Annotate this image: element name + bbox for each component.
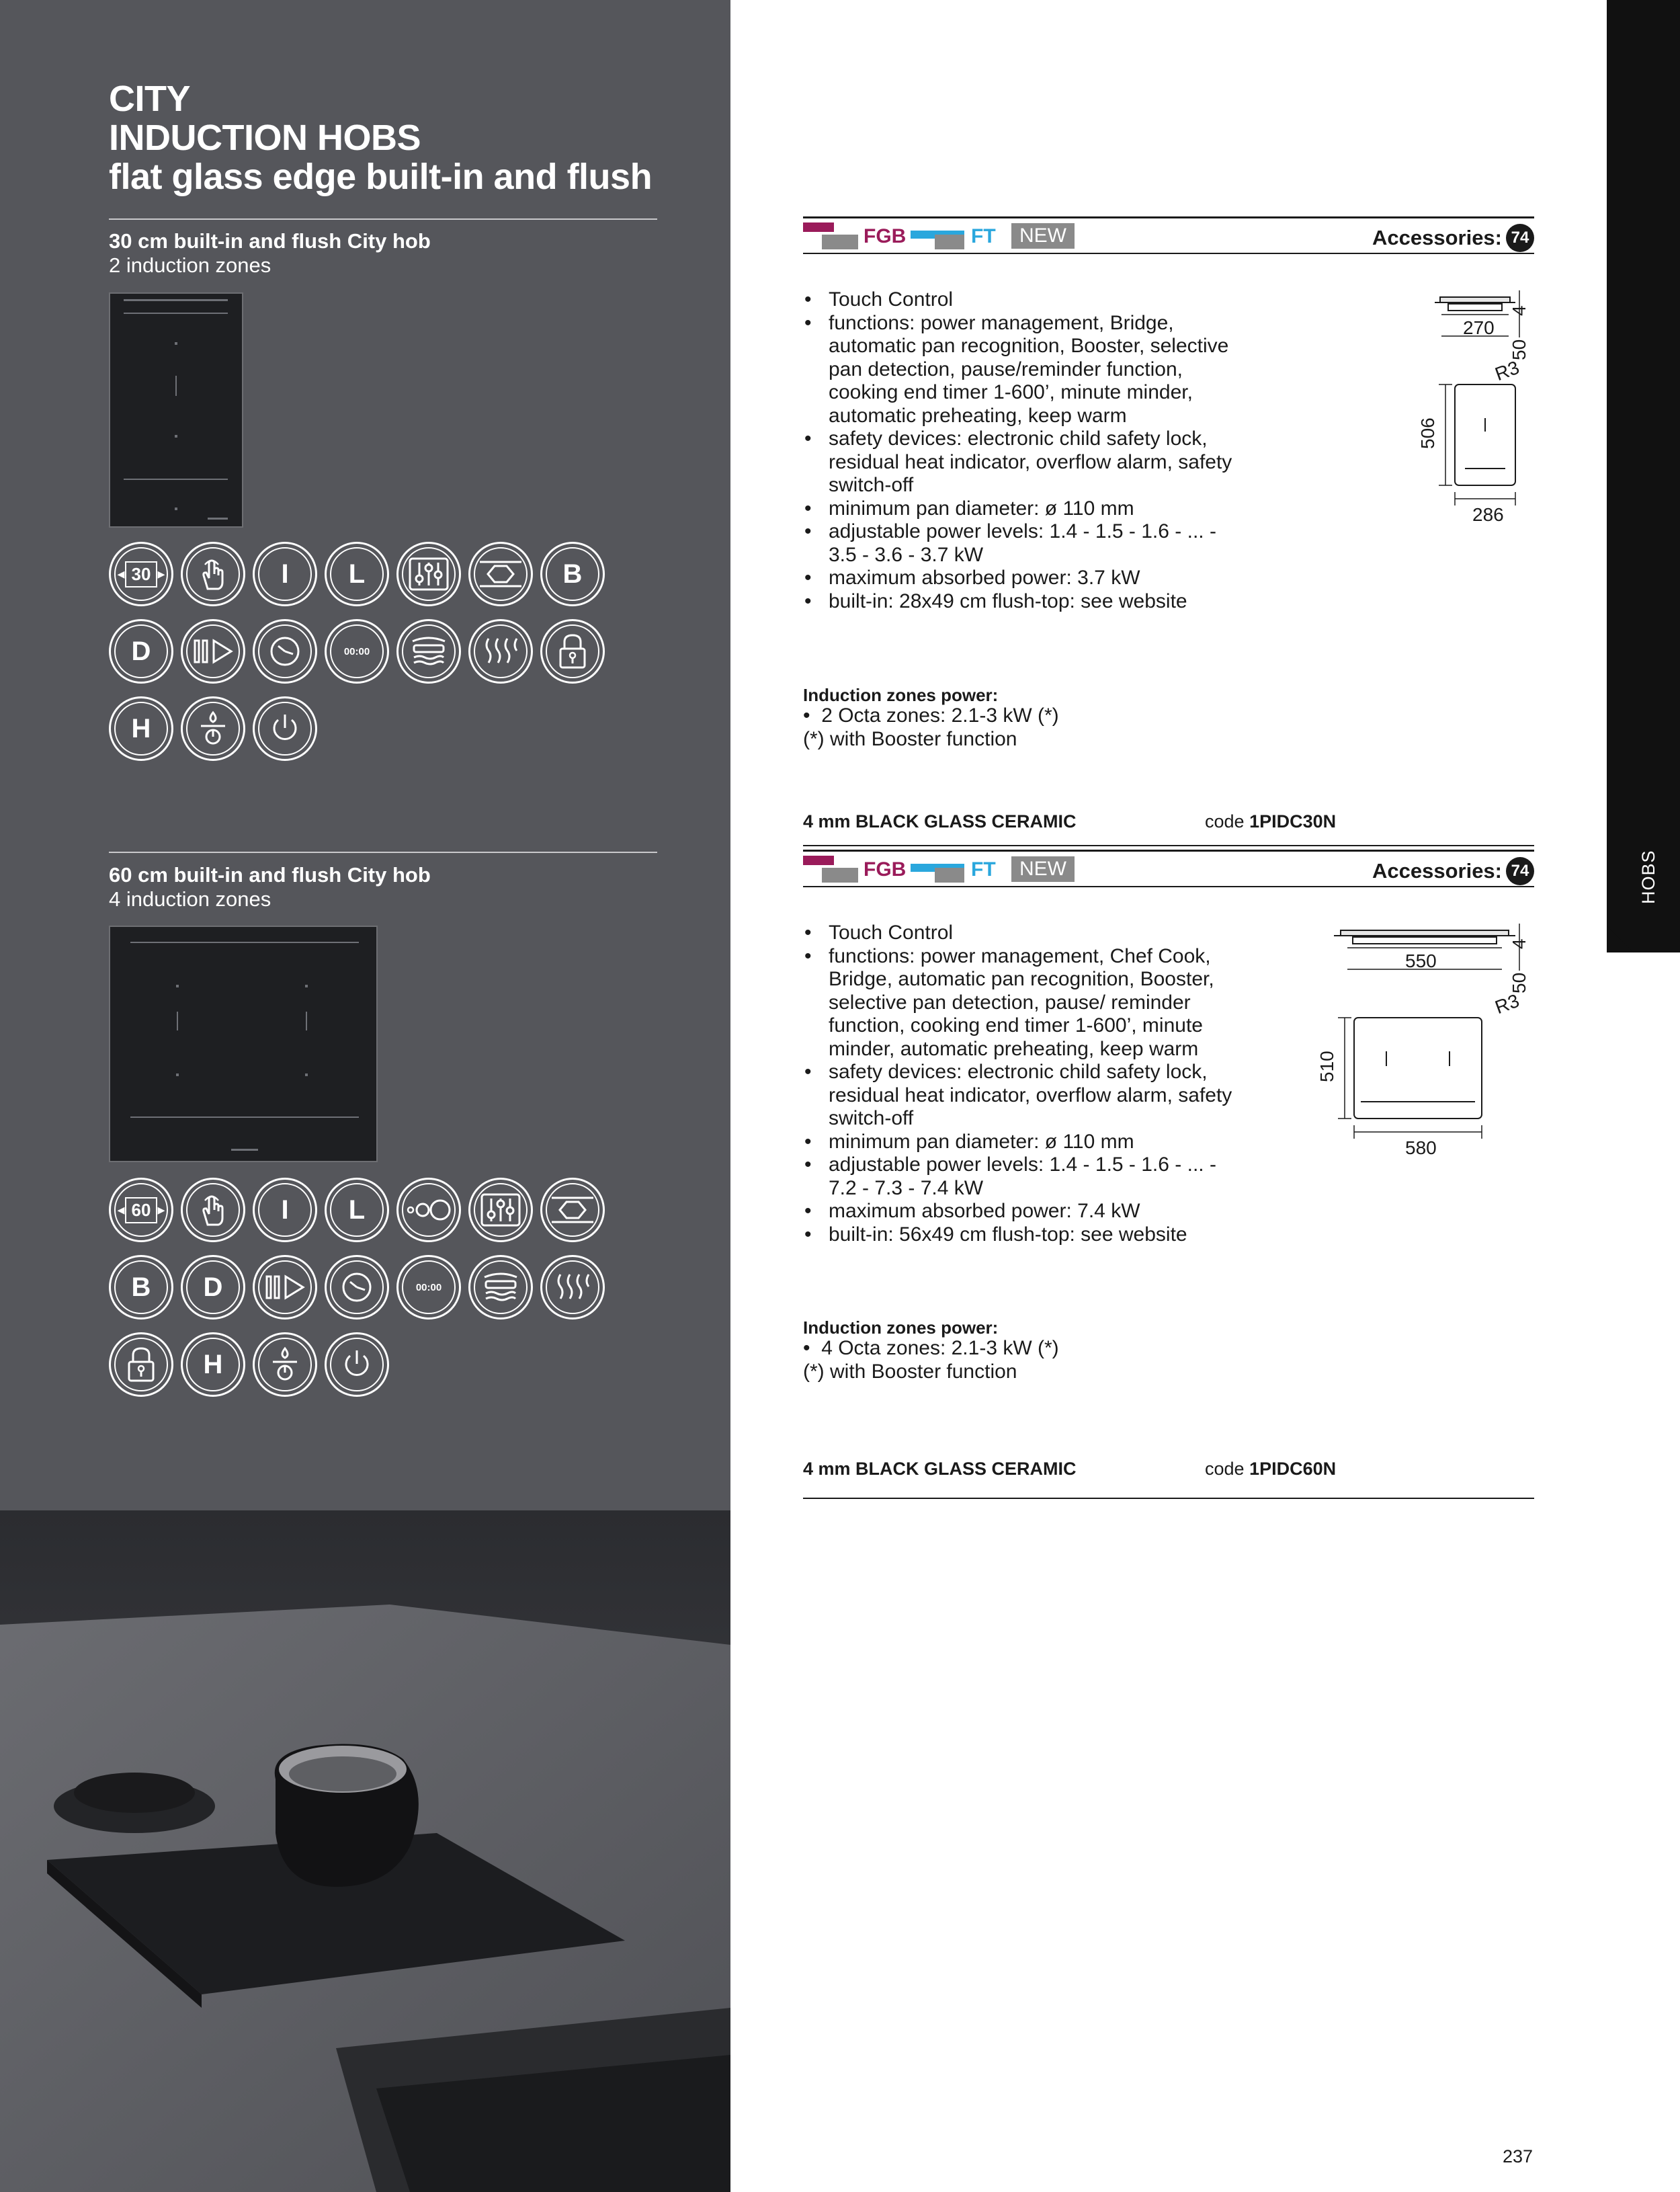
left-panel: [0, 0, 730, 1510]
induction-zones-value: 2 Octa zones: 2.1-3 kW (*): [821, 704, 1059, 727]
dim-width-bottom: 286: [1472, 504, 1504, 525]
induction-title: Induction zones power:: [803, 1317, 999, 1338]
side-tab[interactable]: [1607, 0, 1680, 952]
material: 4 mm BLACK GLASS CERAMIC: [803, 1459, 1077, 1479]
power-off-icon: [253, 696, 317, 761]
l-icon: L: [325, 1178, 389, 1242]
overflow-icon: [181, 696, 245, 761]
dim-thickness: 4: [1509, 938, 1529, 949]
kitchen-photo: [0, 1510, 730, 2192]
keep-warm-icon: [468, 619, 533, 684]
section-divider: [803, 1498, 1534, 1499]
accessories-page-badge[interactable]: 74: [1506, 224, 1534, 252]
h-icon: H: [181, 1332, 245, 1397]
timer-icon: [253, 619, 317, 684]
list-item: • built-in: 28x49 cm flush-top: see website: [803, 590, 1233, 614]
new-badge: NEW: [1011, 856, 1075, 882]
feature-icons-30: [109, 542, 605, 774]
timer-icon: [325, 1255, 389, 1320]
feature-list: [803, 288, 1233, 613]
list-item: • maximum absorbed power: 7.4 kW: [803, 1200, 1233, 1223]
power-off-icon: [325, 1332, 389, 1397]
induction-zones: • 2 Octa zones: 2.1-3 kW (*) (*) with Booster function: [803, 704, 1059, 750]
i-icon: I: [253, 1178, 317, 1242]
accessories-link[interactable]: Accessories: 74: [1372, 224, 1534, 252]
induction-title: Induction zones power:: [803, 685, 999, 705]
d-icon: D: [181, 1255, 245, 1320]
product-subtitle: 2 induction zones: [109, 253, 271, 277]
list-item: • minimum pan diameter: ø 110 mm: [803, 1131, 1233, 1154]
feature-icons-60: [109, 1178, 605, 1410]
size-icon: ◂ 30 ▸: [109, 542, 173, 606]
product-spec-60: [803, 850, 1534, 1502]
dim-height: 50: [1509, 339, 1529, 360]
d-icon: D: [109, 619, 173, 684]
spec-header: [803, 216, 1534, 254]
touch-control-icon: [181, 1178, 245, 1242]
ft-badge: FT: [911, 222, 998, 249]
list-item: • minimum pan diameter: ø 110 mm: [803, 497, 1233, 521]
dim-width-bottom: 580: [1405, 1137, 1437, 1158]
list-item: • Touch Control: [803, 288, 1233, 312]
dim-width-top: 550: [1405, 950, 1437, 971]
list-item: • built-in: 56x49 cm flush-top: see website: [803, 1223, 1233, 1247]
side-tab-label[interactable]: HOBS: [1638, 850, 1658, 904]
dimension-drawing-60: [1316, 924, 1534, 1327]
minute-minder-icon: 00:00: [396, 1255, 461, 1320]
list-item: • safety devices: electronic child safety lock, residual heat indicator, overflow alarm, safety switch-off: [803, 428, 1233, 497]
list-item: • maximum absorbed power: 3.7 kW: [803, 567, 1233, 590]
product-spec-30: [803, 216, 1534, 848]
side-tab-tip: [1607, 926, 1634, 952]
accessories-page-badge[interactable]: 74: [1506, 857, 1534, 885]
bridge-icon: [540, 1178, 605, 1242]
feature-list: [803, 922, 1233, 1246]
list-item: • adjustable power levels: 1.4 - 1.5 - 1.6 - ... - 7.2 - 7.3 - 7.4 kW: [803, 1153, 1233, 1200]
induction-zones-value: 4 Octa zones: 2.1-3 kW (*): [821, 1337, 1059, 1359]
product-subtitle: 4 induction zones: [109, 887, 271, 911]
product-code: code 1PIDC60N: [1205, 1459, 1337, 1479]
page-title: [109, 79, 652, 196]
product-title: 60 cm built-in and flush City hob: [109, 863, 431, 887]
spec-header: [803, 850, 1534, 887]
dim-height: 50: [1509, 972, 1529, 993]
touch-control-icon: [181, 542, 245, 606]
list-item: • adjustable power levels: 1.4 - 1.5 - 1.6 - ... - 3.5 - 3.6 - 3.7 kW: [803, 520, 1233, 567]
list-item: • functions: power management, Chef Cook, Bridge, automatic pan recognition, Booster, selective pan detection, pause/ reminder function, cooking end timer 1-600’, minute minder, automatic preheating, keep warm: [803, 945, 1233, 1061]
h-icon: H: [109, 696, 173, 761]
chef-cook-icon: [396, 542, 461, 606]
title-line-1: CITY: [109, 79, 191, 119]
booster-icon: B: [109, 1255, 173, 1320]
product-heading: [109, 229, 431, 278]
minute-minder-icon: 00:00: [325, 619, 389, 684]
keep-warm-icon: [540, 1255, 605, 1320]
list-item: • Touch Control: [803, 922, 1233, 945]
section-divider: [803, 845, 1534, 846]
product-title: 30 cm built-in and flush City hob: [109, 229, 431, 253]
hob-60-image: [109, 926, 378, 1162]
preheating-icon: [468, 1255, 533, 1320]
preheating-icon: [396, 619, 461, 684]
dim-thickness: 4: [1509, 305, 1529, 316]
material: 4 mm BLACK GLASS CERAMIC: [803, 811, 1077, 831]
fgb-badge: FGB: [803, 856, 897, 883]
new-badge: NEW: [1011, 223, 1075, 249]
ft-badge: FT: [911, 856, 998, 883]
pause-icon: [253, 1255, 317, 1320]
dim-depth: 506: [1417, 417, 1438, 449]
child-lock-icon: [109, 1332, 173, 1397]
pan-sizes-icon: [396, 1178, 461, 1242]
bridge-icon: [468, 542, 533, 606]
hob-30-image: [109, 292, 243, 528]
booster-note: (*) with Booster function: [803, 1360, 1017, 1383]
dim-radius: R3: [1492, 989, 1522, 1018]
child-lock-icon: [540, 619, 605, 684]
dimension-drawing-30: [1417, 290, 1534, 747]
list-item: • safety devices: electronic child safety lock, residual heat indicator, overflow alarm, safety switch-off: [803, 1061, 1233, 1131]
pause-icon: [181, 619, 245, 684]
dim-width-top: 270: [1463, 317, 1495, 338]
chef-cook-icon: [468, 1178, 533, 1242]
dim-depth: 510: [1316, 1051, 1337, 1082]
list-item: • functions: power management, Bridge, automatic pan recognition, Booster, selective pan detection, pause/reminder function, cooking end timer 1-600’, minute minder, automatic preheating, keep warm: [803, 312, 1233, 428]
title-line-3: flat glass edge built-in and flush: [109, 157, 653, 197]
section-divider: [109, 852, 657, 853]
page-number: 237: [1503, 2146, 1534, 2166]
size-icon: ◂ 60 ▸: [109, 1178, 173, 1242]
booster-note: (*) with Booster function: [803, 727, 1017, 750]
title-line-2: INDUCTION HOBS: [109, 118, 421, 158]
section-divider: [109, 218, 657, 220]
l-icon: L: [325, 542, 389, 606]
i-icon: I: [253, 542, 317, 606]
dim-radius: R3: [1492, 356, 1522, 385]
product-heading: [109, 863, 431, 911]
fgb-badge: FGB: [803, 222, 897, 249]
product-code: code 1PIDC30N: [1205, 811, 1337, 831]
induction-zones: • 4 Octa zones: 2.1-3 kW (*) (*) with Booster function: [803, 1337, 1059, 1383]
booster-icon: B: [540, 542, 605, 606]
overflow-icon: [253, 1332, 317, 1397]
accessories-link[interactable]: Accessories: 74: [1372, 857, 1534, 885]
